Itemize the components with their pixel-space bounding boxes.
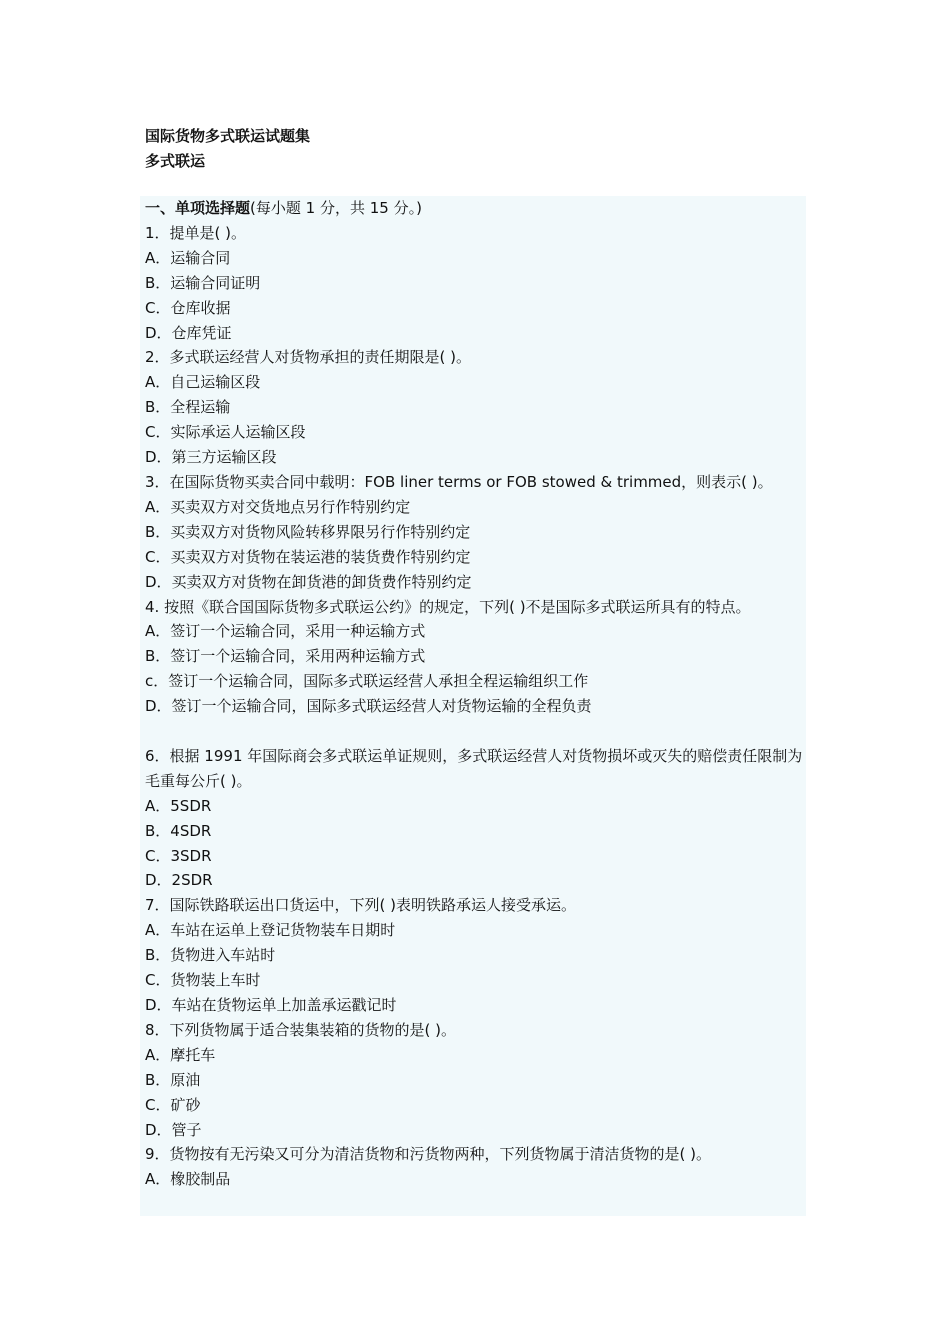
question-content bbox=[140, 196, 806, 1216]
question-1-option-a: A．运输合同 bbox=[145, 248, 231, 267]
question-6-option-a: A．5SDR bbox=[145, 796, 212, 815]
question-4: 4. 按照《联合国国际货物多式联运公约》的规定，下列( )不是国际多式联运所具有的特点。 bbox=[145, 597, 751, 616]
question-8-option-d: D．管子 bbox=[145, 1120, 202, 1139]
question-7-option-d: D．车站在货物运单上加盖承运戳记时 bbox=[145, 995, 397, 1014]
blank-line bbox=[145, 719, 806, 744]
question-2-option-b: B．全程运输 bbox=[145, 398, 231, 417]
question-2-option-d: D．第三方运输区段 bbox=[145, 448, 277, 467]
question-2: 2．多式联运经营人对货物承担的责任期限是( )。 bbox=[145, 348, 472, 367]
question-9-option-a: A．橡胶制品 bbox=[145, 1170, 231, 1189]
question-8: 8．下列货物属于适合装集装箱的货物的是( )。 bbox=[145, 1020, 457, 1039]
question-7-option-a: A．车站在运单上登记货物装车日期时 bbox=[145, 921, 396, 940]
question-1: 1．提单是( )。 bbox=[145, 223, 247, 242]
question-1-option-d: D．仓库凭证 bbox=[145, 323, 232, 342]
question-6-option-d: D．2SDR bbox=[145, 871, 213, 890]
question-6: 6．根据 1991 年国际商会多式联运单证规则，多式联运经营人对货物损坏或灭失的赔偿责任限制为毛重每公斤( )。 bbox=[145, 746, 803, 790]
question-4-option-c: c．签订一个运输合同，国际多式联运经营人承担全程运输组织工作 bbox=[145, 672, 589, 691]
question-3-option-b: B．买卖双方对货物风险转移界限另行作特别约定 bbox=[145, 522, 471, 541]
question-7-option-c: C．货物装上车时 bbox=[145, 971, 261, 990]
question-3-option-c: C．买卖双方对货物在装运港的装货费作特别约定 bbox=[145, 547, 471, 566]
question-3-option-d: D．买卖双方对货物在卸货港的卸货费作特别约定 bbox=[145, 572, 472, 591]
question-2-option-a: A．自己运输区段 bbox=[145, 373, 261, 392]
question-4-option-b: B．签订一个运输合同，采用两种运输方式 bbox=[145, 647, 426, 666]
question-7: 7．国际铁路联运出口货运中，下列( )表明铁路承运人接受承运。 bbox=[145, 896, 577, 915]
question-8-option-c: C．矿砂 bbox=[145, 1095, 201, 1114]
question-8-option-a: A．摩托车 bbox=[145, 1045, 216, 1064]
document-subtitle: 多式联运 bbox=[145, 152, 206, 170]
question-6-option-b: B．4SDR bbox=[145, 821, 212, 840]
question-7-option-b: B．货物进入车站时 bbox=[145, 946, 276, 965]
question-9: 9．货物按有无污染又可分为清洁货物和污货物两种，下列货物属于清洁货物的是( )。 bbox=[145, 1145, 712, 1164]
question-3: 3．在国际货物买卖合同中载明：FOB liner terms or FOB stowed & trimmed，则表示( )。 bbox=[145, 472, 773, 491]
question-8-option-b: B．原油 bbox=[145, 1070, 201, 1089]
question-1-option-c: C．仓库收据 bbox=[145, 298, 231, 317]
question-1-option-b: B．运输合同证明 bbox=[145, 273, 261, 292]
section-heading-title: 一、单项选择题 bbox=[145, 199, 251, 217]
question-4-option-a: A．签订一个运输合同，采用一种运输方式 bbox=[145, 622, 426, 641]
document-title: 国际货物多式联运试题集 bbox=[145, 127, 311, 145]
section-heading bbox=[145, 196, 806, 221]
section-heading-note: (每小题 1 分，共 15 分。) bbox=[250, 199, 422, 217]
question-2-option-c: C．实际承运人运输区段 bbox=[145, 423, 306, 442]
question-3-option-a: A．买卖双方对交货地点另行作特别约定 bbox=[145, 497, 411, 516]
question-4-option-d: D．签订一个运输合同，国际多式联运经营人对货物运输的全程负责 bbox=[145, 697, 592, 716]
question-6-option-c: C．3SDR bbox=[145, 846, 212, 865]
